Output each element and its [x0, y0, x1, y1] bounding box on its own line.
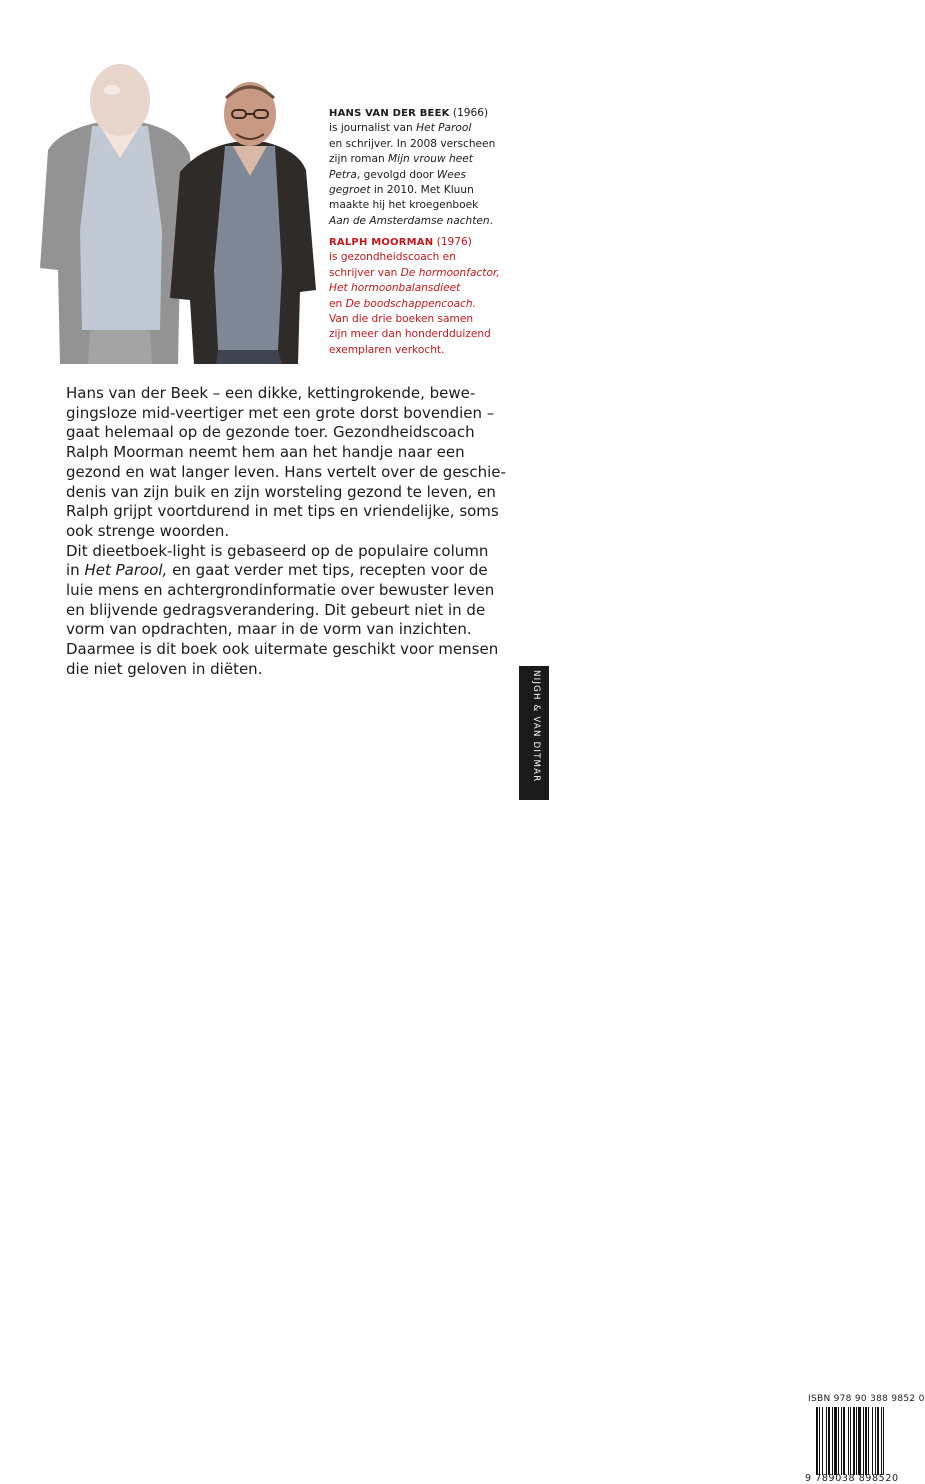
barcode-bar: [816, 1407, 818, 1475]
text-segment: (1966): [449, 107, 489, 119]
text-line: [66, 561, 516, 581]
text-line: [329, 168, 495, 183]
text-line: [329, 266, 500, 281]
text-segment: en blijvende gedragsverandering. Dit gebeurt niet in de: [66, 600, 486, 619]
text-segment: en gaat verder met tips, recepten voor de: [167, 561, 488, 580]
text-line: [329, 250, 500, 265]
text-line: [66, 384, 516, 404]
text-segment: Het hormoonbalansdieet: [329, 282, 461, 295]
text-line: [329, 214, 495, 229]
barcode-bar: [863, 1407, 864, 1475]
barcode-bar: [868, 1407, 869, 1475]
author-bio-ralph: [329, 235, 500, 358]
text-segment: is gezondheidscoach en: [329, 251, 456, 264]
text-segment: ook strenge woorden.: [66, 521, 230, 540]
text-line: [329, 235, 500, 250]
barcode-bar: [858, 1407, 861, 1475]
barcode-bar: [848, 1407, 849, 1475]
text-segment: maakte hij het kroegenboek: [329, 199, 479, 212]
barcode-bar: [834, 1407, 837, 1475]
text-segment: schrijver van: [329, 266, 401, 279]
text-line: [329, 297, 500, 312]
text-line: [329, 121, 495, 136]
barcode-bar: [826, 1407, 827, 1475]
barcode-bar: [850, 1407, 851, 1475]
barcode-bar: [865, 1407, 867, 1475]
text-segment: denis van zijn buik en zijn worsteling gezond te leven, en: [66, 482, 496, 501]
publisher-name: NIJGH & VAN DITMAR: [531, 670, 541, 783]
barcode-bar: [875, 1407, 876, 1475]
text-line: [66, 502, 516, 522]
text-segment: exemplaren verkocht.: [329, 343, 445, 356]
text-segment: die niet geloven in diëten.: [66, 659, 263, 678]
barcode-bar: [832, 1407, 833, 1475]
text-segment: Wees: [436, 168, 466, 181]
text-segment: Petra: [329, 168, 357, 181]
barcode-bar: [822, 1407, 823, 1475]
barcode-bar: [881, 1407, 882, 1475]
barcode-bar: [877, 1407, 879, 1475]
text-line: [66, 660, 516, 680]
publisher-spine-label: [519, 666, 549, 800]
text-line: [66, 601, 516, 621]
text-line: [329, 327, 500, 342]
text-segment: De boodschappencoach.: [345, 297, 476, 310]
text-segment: en schrijver. In 2008 verscheen: [329, 137, 496, 150]
text-line: [66, 522, 516, 542]
isbn-text: ISBN 978 90 388 9852 0: [808, 1394, 925, 1404]
text-line: [329, 281, 500, 296]
text-segment: en: [329, 297, 346, 310]
text-line: [66, 581, 516, 601]
text-segment: Daarmee is dit boek ook uitermate geschikt voor mensen: [66, 640, 499, 659]
text-line: [66, 620, 516, 640]
author-name: HANS VAN DER BEEK: [329, 108, 450, 119]
text-line: [329, 343, 500, 358]
text-line: [329, 198, 495, 213]
text-line: [66, 483, 516, 503]
text-segment: , gevolgd door: [356, 168, 437, 181]
text-line: [66, 443, 516, 463]
text-segment: Aan de Amsterdamse nachten: [329, 214, 490, 227]
barcode-bar: [853, 1407, 855, 1475]
barcode-bar: [883, 1407, 884, 1475]
text-line: [329, 152, 495, 167]
barcode-bar: [828, 1407, 830, 1475]
text-line: [329, 137, 495, 152]
barcode-bar: [838, 1407, 839, 1475]
text-segment: Van die drie boeken samen: [329, 313, 474, 326]
text-line: [66, 542, 516, 562]
text-segment: .: [489, 214, 493, 227]
book-blurb: [66, 384, 516, 680]
author-name: RALPH MOORMAN: [329, 237, 434, 248]
text-segment: Ralph grijpt voortdurend in met tips en vriendelijke, soms: [66, 502, 499, 521]
text-segment: (1976): [433, 236, 472, 248]
text-line: [329, 312, 500, 327]
text-segment: gezond en wat langer leven. Hans vertelt over de geschie-: [66, 462, 506, 481]
text-segment: in: [66, 561, 85, 580]
text-segment: Mijn vrouw heet: [388, 153, 473, 166]
text-line: [66, 463, 516, 483]
text-segment: zijn meer dan honderdduizend: [329, 328, 491, 341]
barcode-bars: [816, 1407, 914, 1475]
author-bio-hans: [329, 106, 495, 229]
text-segment: vorm van opdrachten, maar in de vorm van inzichten.: [66, 620, 472, 639]
text-line: [329, 106, 495, 121]
text-segment: Het Parool,: [84, 561, 168, 580]
text-segment: zijn roman: [329, 153, 389, 166]
text-segment: is journalist van: [329, 122, 417, 135]
text-segment: in 2010. Met Kluun: [370, 184, 474, 197]
text-line: [66, 640, 516, 660]
barcode-bar: [872, 1407, 873, 1475]
text-segment: gegroet: [329, 184, 371, 197]
barcode-bar: [843, 1407, 845, 1475]
text-segment: Het Parool: [416, 122, 472, 135]
text-segment: Dit dieetboek-light is gebaseerd op de populaire column: [66, 541, 489, 560]
barcode-digits: 9 789038 898520: [805, 1473, 899, 1484]
text-segment: Ralph Moorman neemt hem aan het handje naar een: [66, 443, 465, 462]
barcode-bar: [856, 1407, 857, 1475]
text-segment: luie mens en achtergrondinformatie over bewuster leven: [66, 581, 495, 600]
text-segment: gingsloze mid-veertiger met een grote dorst bovendien –: [66, 403, 495, 422]
text-segment: gaat helemaal op de gezonde toer. Gezondheidscoach: [66, 423, 475, 442]
barcode-bar: [841, 1407, 842, 1475]
text-segment: De hormoonfactor,: [400, 266, 500, 279]
text-line: [329, 183, 495, 198]
text-line: [66, 423, 516, 443]
text-segment: Hans van der Beek – een dikke, kettingrokende, bewe-: [66, 384, 476, 402]
barcode-bar: [819, 1407, 820, 1475]
text-line: [66, 404, 516, 424]
author-photo: [30, 30, 316, 364]
